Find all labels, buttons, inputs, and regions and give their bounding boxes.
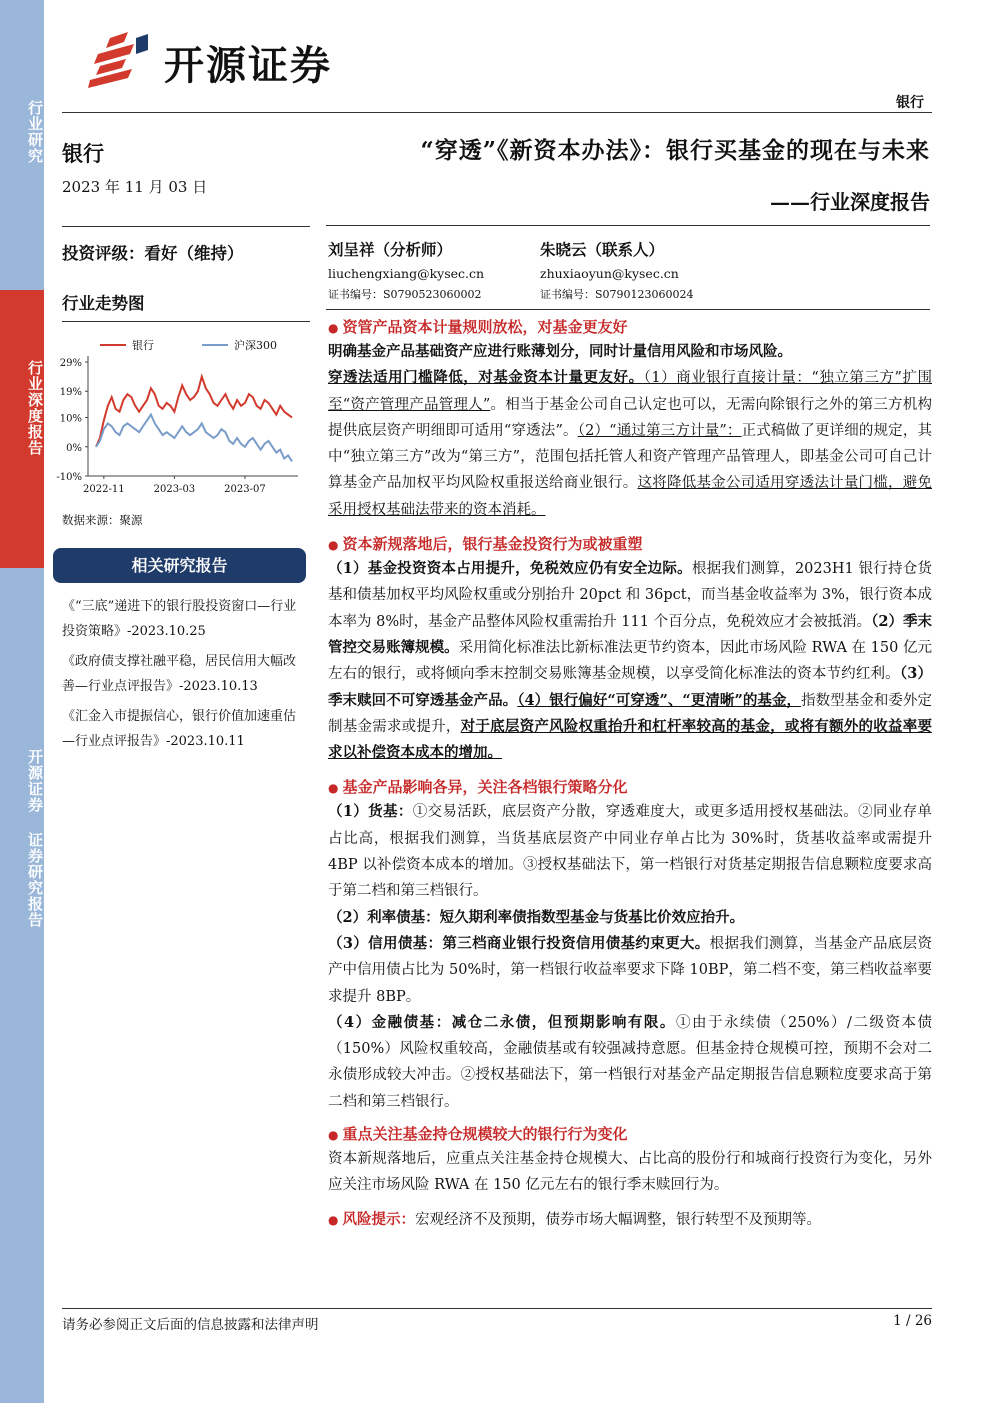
section-paragraph: 资本新规落地后，应重点关注基金持仓规模大、占比高的股份行和城商行投资行为变化，另外应关注市场风险 RWA 在 150 亿元左右的银行季末赎回行为。 [328, 1151, 932, 1194]
footer-disclaimer: 请务必参阅正文后面的信息披露和法律声明 [62, 1317, 319, 1333]
y-tick-label: 19% [59, 387, 82, 399]
sector-title: 银行 [62, 141, 104, 166]
related-reports-list [62, 595, 308, 754]
analyst-email[interactable]: zhuxiaoyun@kysec.cn [540, 266, 679, 281]
series-line-bank [96, 377, 292, 447]
left-rule-2 [62, 321, 310, 322]
section-paragraph: （1）货基：①交易活跃，底层资产分散，穿透难度大，或更多适用授权基础法。②同业存单占比高，根据我们测算，当货基底层资产中同业存单占比为 30%时，货基收益率或需提升 4BP 以补偿资本成本的增加。③授权基础法下，第一档银行对货基定期报告信息颗粒度要求高于第二档和第三档银行。 [328, 803, 933, 900]
analyst-email[interactable]: liuchengxiang@kysec.cn [328, 266, 485, 281]
report-title: “穿透”《新资本办法》：银行买基金的现在与未来 [420, 137, 930, 164]
title-rule [326, 225, 930, 226]
analyst-name: 刘呈祥（分析师） [328, 240, 453, 259]
section-heading: ● 重点关注基金持仓规模较大的银行行为变化 [328, 1123, 932, 1146]
chart-source: 数据来源：聚源 [62, 513, 143, 527]
x-tick-label: 2023-07 [224, 484, 266, 495]
y-tick-label: 10% [59, 413, 82, 425]
report-body [328, 316, 932, 1233]
legend-label: 银行 [132, 339, 154, 352]
brand-name: 开源证券 [164, 43, 332, 89]
section-paragraph: （1）基金投资资本占用提升，免税效应仍有安全边际。根据我们测算，2023H1 银行持仓货基和债基加权平均风险权重或分别抬升 20pct 和 36pct，而当基金收益率为 3%，银行资本成本率为 8%时，基金产品整体风险权重需抬升 111 个百分点，免税效应才会被抵消。（2）季末管控交易账簿规模。采用简化标准法比新标准法更节约资本，因此市场风险 RWA 在 150 亿元左右的银行，或将倾向季末控制交易账簿基金规模，以享受简化标准法的资本节约红利。（3）季末赎回不可穿透基金产品。（4）银行偏好“可穿透”、“更清晰”的基金，指数型基金和委外定制基金需求或提升，对于底层资产风险权重抬升和杠杆率较高的基金，或将有额外的收益率要求以补偿资本成本的增加。 [328, 560, 933, 762]
side-label-top: 行业研究 [26, 100, 44, 164]
x-tick-label: 2022-11 [83, 484, 125, 495]
risk-warning: ● 风险提示：宏观经济不及预期，债券市场大幅调整，银行转型不及预期等。 [328, 1210, 821, 1228]
analyst-card [328, 238, 528, 302]
section-heading: ● 资管产品资本计量规则放松，对基金更友好 [328, 316, 932, 339]
brand-logo-icon [88, 32, 158, 88]
page-number: 1 / 26 [893, 1313, 932, 1329]
legend-label: 沪深300 [234, 339, 277, 352]
related-report-item[interactable]: 《政府债支撑社融平稳，居民信用大幅改善—行业点评报告》-2023.10.13 [62, 654, 297, 694]
trend-chart-svg [52, 328, 310, 500]
side-label-bottom: 开源证券 证券研究报告 [26, 748, 44, 928]
analyst-card [540, 238, 760, 302]
analyst-cert: 证书编号：S0790523060002 [328, 288, 482, 301]
report-subtitle: ——行业深度报告 [770, 190, 930, 214]
section-paragraph: （3）信用债基：第三档商业银行投资信用债基约束更大。根据我们测算，当基金产品底层资产中信用债占比为 50%时，第一档银行收益率要求下降 10BP，第二档不变，第三档收益率要求提升 8BP。 [328, 934, 933, 1005]
analyst-rule [326, 309, 930, 310]
y-tick-label: -10% [56, 472, 82, 483]
footer-rule [62, 1308, 932, 1309]
related-reports-header: 相关研究报告 [53, 548, 306, 583]
trend-chart [52, 328, 310, 500]
analyst-cert: 证书编号：S0790123060024 [540, 288, 694, 301]
section-paragraph: 穿透法适用门槛降低，对基金资本计量更友好。（1）商业银行直接计量：“独立第三方”扩围至“资产管理产品管理人”。相当于基金公司自己认定也可以，无需向除银行之外的第三方机构提供底层资产明细即可适用“穿透法”。（2）“通过第三方计量”：正式稿做了更详细的规定，其中“独立第三方”改为“第三方”，范围包括托管人和资产管理产品管理人，即基金公司可自己计算基金产品加权平均风险权重报送给商业银行。这将降低基金公司适用穿透法计量门槛，避免采用授权基础法带来的资本消耗。 [328, 369, 933, 518]
section-paragraph: 明确基金产品基础资产应进行账薄划分，同时计量信用风险和市场风险。 [328, 343, 792, 360]
analyst-name: 朱晓云（联系人） [540, 240, 665, 259]
section-paragraph: （2）利率债基：短久期利率债指数型基金与货基比价效应抬升。 [328, 908, 745, 926]
header-category: 银行 [896, 95, 924, 111]
series-line-csi300 [96, 415, 292, 462]
bullet-icon: ● [328, 1212, 339, 1227]
x-tick-label: 2023-03 [153, 484, 196, 495]
section-heading: ● 基金产品影响各异，关注各档银行策略分化 [328, 776, 932, 799]
y-tick-label: 0% [66, 442, 82, 454]
left-rule-1 [62, 226, 310, 227]
y-tick-label: 29% [59, 358, 82, 369]
related-report-item[interactable]: 《“三底”递进下的银行股投资窗口—行业投资策略》-2023.10.25 [62, 599, 297, 639]
header-rule [62, 112, 932, 113]
investment-rating: 投资评级：看好（维持） [62, 244, 244, 263]
related-report-item[interactable]: 《汇金入市提振信心，银行价值加速重估—行业点评报告》-2023.10.11 [62, 709, 297, 749]
report-date: 2023 年 11 月 03 日 [62, 178, 208, 196]
side-label-middle: 行业深度报告 [26, 360, 44, 456]
trend-chart-title: 行业走势图 [62, 294, 145, 313]
section-paragraph: （4）金融债基：减仓二永债，但预期影响有限。①由于永续债（250%）/二级资本债（150%）风险权重较高，金融债基或有较强减持意愿。但基金持仓规模可控，预期不会对二永债形成较大冲击。②授权基础法下，第一档银行对基金产品定期报告信息颗粒度要求高于第二档和第三档银行。 [328, 1013, 932, 1110]
section-heading: ● 资本新规落地后，银行基金投资行为或被重塑 [328, 533, 932, 556]
side-band [0, 0, 44, 1403]
